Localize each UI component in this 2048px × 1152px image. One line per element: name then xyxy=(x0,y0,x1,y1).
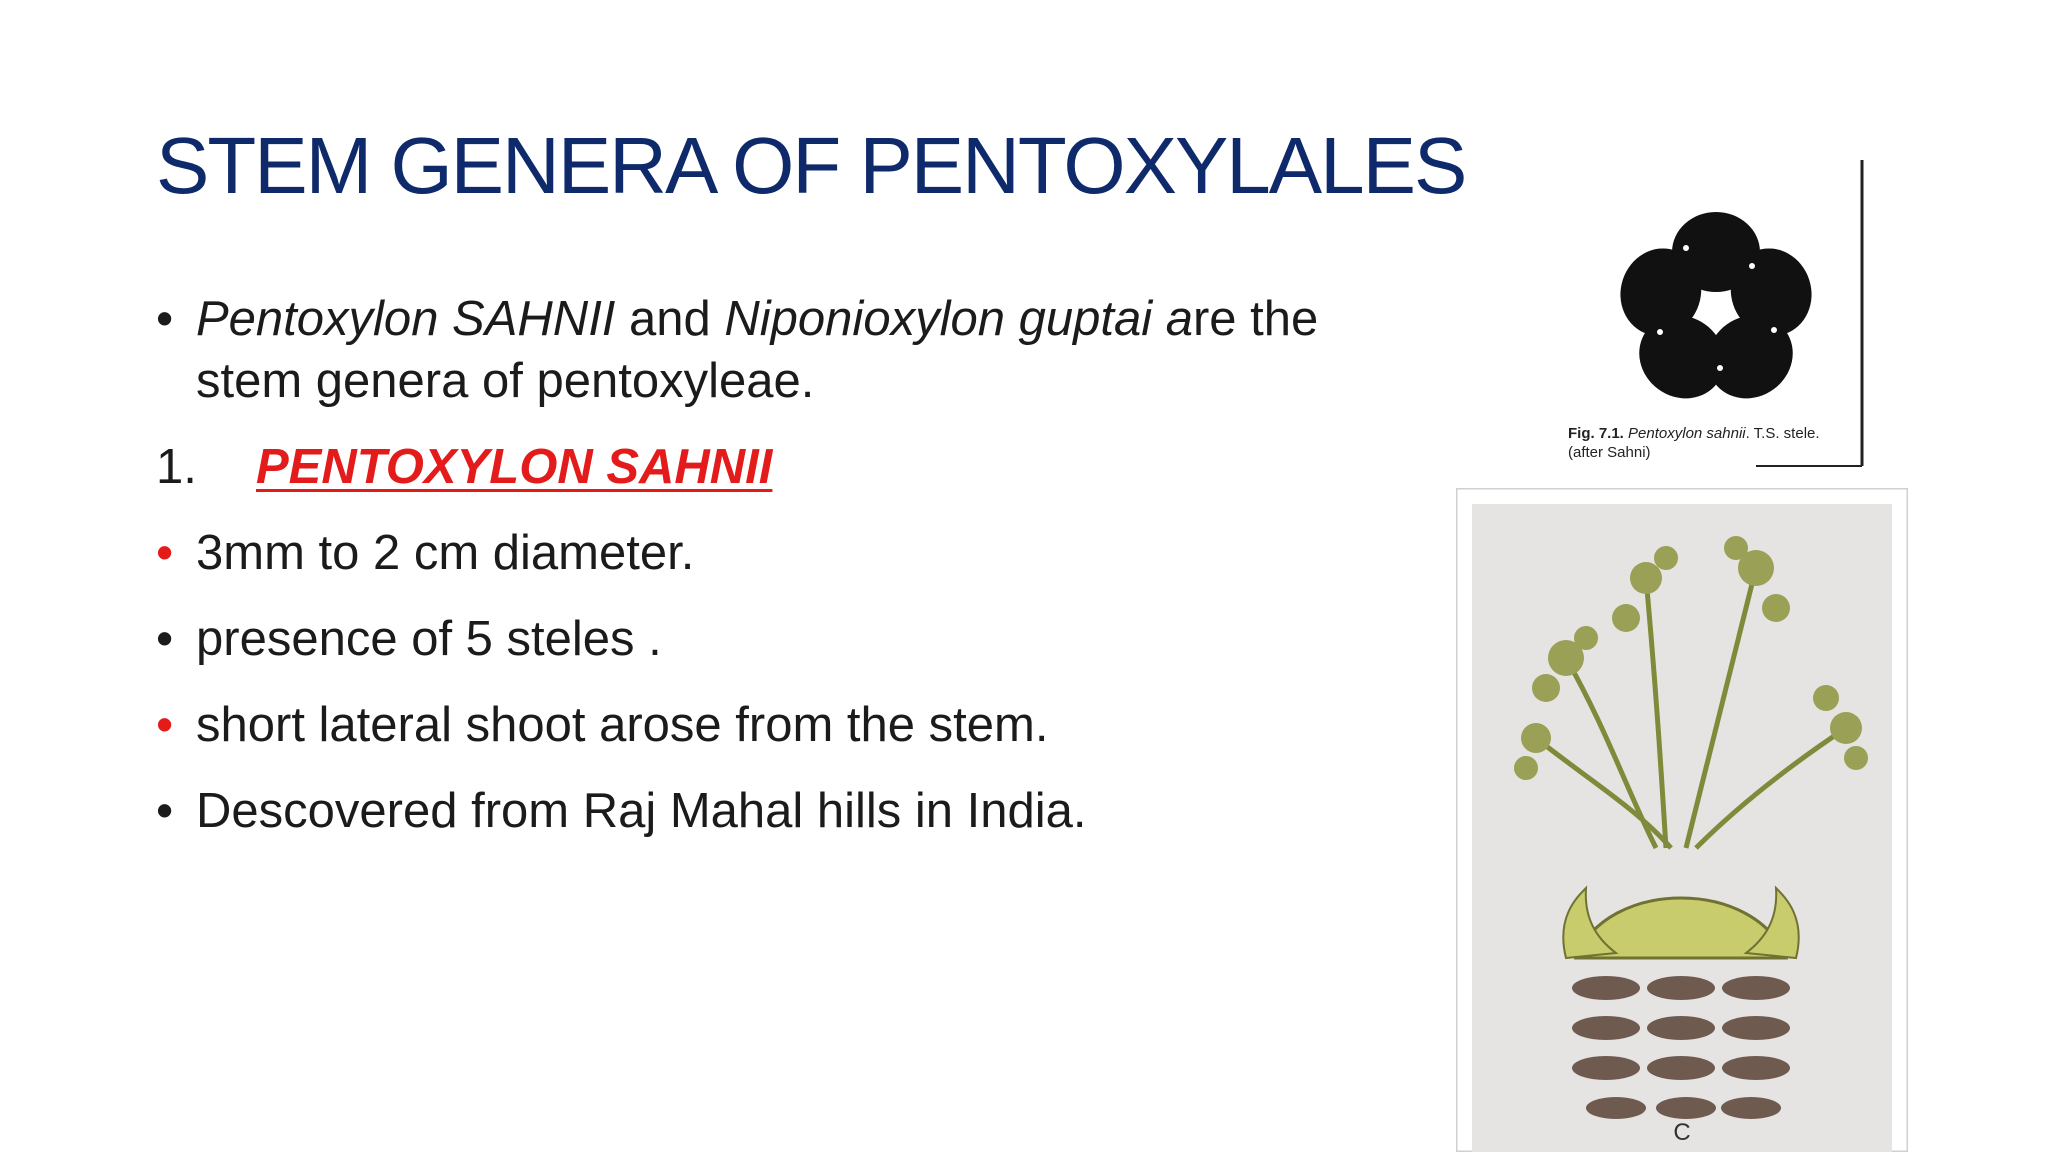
species-niponioxylon: Niponioxylon guptai a xyxy=(724,292,1193,346)
slide-title: STEM GENERA OF PENTOXYLALES xyxy=(156,121,1466,210)
bullet-dot: • xyxy=(156,698,174,752)
bullet-dot: • xyxy=(156,612,174,666)
heading-label: PENTOXYLON SAHNII xyxy=(256,440,773,494)
figure-caption: Fig. 7.1. Pentoxylon sahnii. T.S. stele. (after Sahni) xyxy=(1568,425,1820,461)
species-pentoxylon: Pentoxylon SAHNII xyxy=(196,292,616,346)
intro-text: Pentoxylon SAHNII and Niponioxylon guptai are the stem genera of pentoxyleae. xyxy=(196,292,1319,408)
heading-number: 1. xyxy=(156,440,197,494)
bullet-diameter: • 3mm to 2 cm diameter. xyxy=(156,522,1436,584)
photo-label: C xyxy=(1673,1119,1691,1146)
bullet-dot: • xyxy=(156,292,174,346)
bullet-dot: • xyxy=(156,784,174,838)
bullet-dot: • xyxy=(156,526,174,580)
bullet-steles: • presence of 5 steles . xyxy=(156,608,1436,670)
bullet-lateral-shoot: • short lateral shoot arose from the stem. xyxy=(156,694,1436,756)
numbered-heading xyxy=(156,436,1436,498)
plant-illustration-image xyxy=(1456,488,1908,1152)
slide-body xyxy=(156,288,1436,866)
intro-bullet xyxy=(156,288,1436,412)
bullet-discovered: • Descovered from Raj Mahal hills in India. xyxy=(156,780,1436,842)
